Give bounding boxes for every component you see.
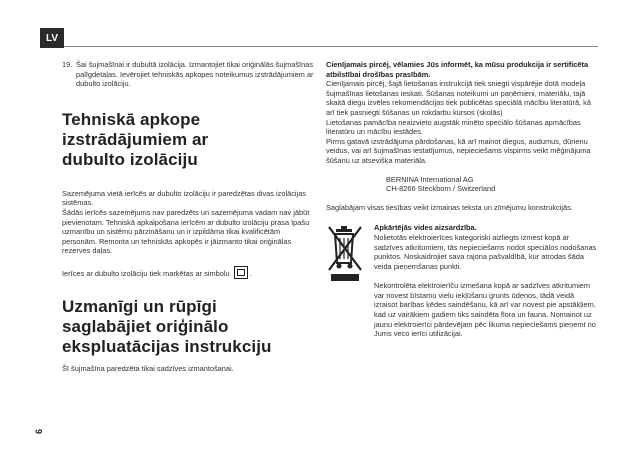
double-insulation-icon [234,266,248,279]
paragraph-insulation-systems: Sazemējuma vietā ierīcēs ar dubulto izolāciju ir paredzētas divas izolācijas sistēmas. [62,188,307,208]
environment-disposal: Nolietotās elektroierīces kategoriski aizliegts izmest kopā ar sadzīves atkritumiem, tās nepieciešams nodot speciālos nodošanas punktos. Noskaidrojiet sava rajona pašvaldībā, kur atrodas šāda veida pieņemšanas punkti. [374,232,597,271]
left-column [62,60,316,374]
header-rule [64,46,598,47]
paragraph-symbol [62,266,316,279]
language-tab: LV [40,28,64,48]
heading-2-line-3: ekspluatācijas instrukciju [62,336,272,356]
environment-section [326,223,598,339]
heading-1-line-1: Tehniskā apkope [62,109,201,129]
heading-double-insulation [62,110,316,170]
page-number: 6 [34,428,44,434]
crossed-bin-icon [326,223,366,287]
right-column [326,60,598,339]
heading-1-line-2: izstrādājumiem ar [62,129,209,149]
heading-2-line-2: saglabājiet oriģinālo [62,316,229,336]
weee-symbol [326,223,374,339]
heading-keep-instructions [62,297,316,357]
paragraph-household-use: Šī šujmašīna paredzēta tikai sadzīves izmantošanai. [62,363,234,373]
intro-text: Cienījamais pircēj, šajā lietošanas instrukcijā tiek sniegti vispārējie dotā modeļa šujmašīnas lietošanas ieskati. Šūšanas noteikumi un paņēmieni, materiālu, tajā skaitā diegu izvēles rekomendācijas tiek publicētas speciālā mācību literatūrā, kā arī tiek pasniegti šūšanas un rokdarbu kursos (skolās) [326,79,591,117]
environment-consequences: Nekontrolēta elektroierīču izmešana kopā ar sadzīves atkritumiem var novest bīstamu vielu iekļūšanu grunts ūdeņos, tādā veidā izraisot barības ķēdes saindēšanu, kā arī var novest pie apstākļiem, kad uz vairākiem gadiem tiks saindēta flora un fauna. Nomainot uz jaunu elektroierīci pārdevējam pēc likuma nepieciešams pieņemt no Jums veco ierīci utilizācijai. [374,281,596,339]
manufacturer-address [326,175,598,194]
note-19-text: Šai šujmašīnai ir dubultā izolācija. Izmantojiet tikai oriģinālās šujmašīnas palīgdetaļas. Ievērojiet tehniskās apkopes noteikumus izstrādājumiem ar dubulto izolāciju. [76,60,314,89]
heading-2-line-1: Uzmanīgi un rūpīgi [62,296,217,316]
symbol-sentence: Ierīces ar dubulto izolāciju tiek marķētas ar simbolu [62,268,230,278]
heading-1-line-3: dubulto izolāciju [62,149,198,169]
paragraph-test-sewing: Pirms gatavā izstrādājuma pārdošanas, kā arī mainot diegus, audumus, dūrienu veidus, vai arī šujmašīnas iestatījumus, nepieciešams vispirms veikt mēģinājuma šūšanu uz atsevišķa materiāla. [326,136,591,165]
note-19 [62,60,316,89]
paragraph-grounding: Šādās ierīcēs sazemējums nav paredzēts un sazemējuma vadam nav jābūt pievienotam. Tehniskā apkalpošana ierīcēm ar dubulto izolāciju prasa īpašu uzmanību un sistēmu pārzināšanu un ir izpildāma tikai kvalificētām personām. Remonta un tehniskās apkopēs ir jāizmanto tikai oriģinālas rezerves daļas. [62,207,310,256]
environment-title: Apkārtējās vides aizsardzība. [374,223,477,233]
environment-text [374,223,598,339]
address-line-1: BERNINA International AG [386,174,474,184]
symbol-sentence-end: . [249,268,252,278]
note-19-number: 19. [62,60,73,69]
intro-bold: Cienījamais pircēj, vēlamies Jūs informēt, ka mūsu produkcija ir sertificēta atbilstībai drošības prasībām. [326,60,589,79]
paragraph-literature: Lietošanas pamācība neaizvieto augstāk minēto speciālo šūšanas apmācības literatūru un mācību iestādes. [326,117,581,137]
address-line-2: CH-8266 Steckborn / Switzerland [386,184,496,194]
paragraph-rights: Saglabājam visas tiesības veikt izmaiņas teksta un zīmējumu konstrukcijās. [326,202,573,212]
